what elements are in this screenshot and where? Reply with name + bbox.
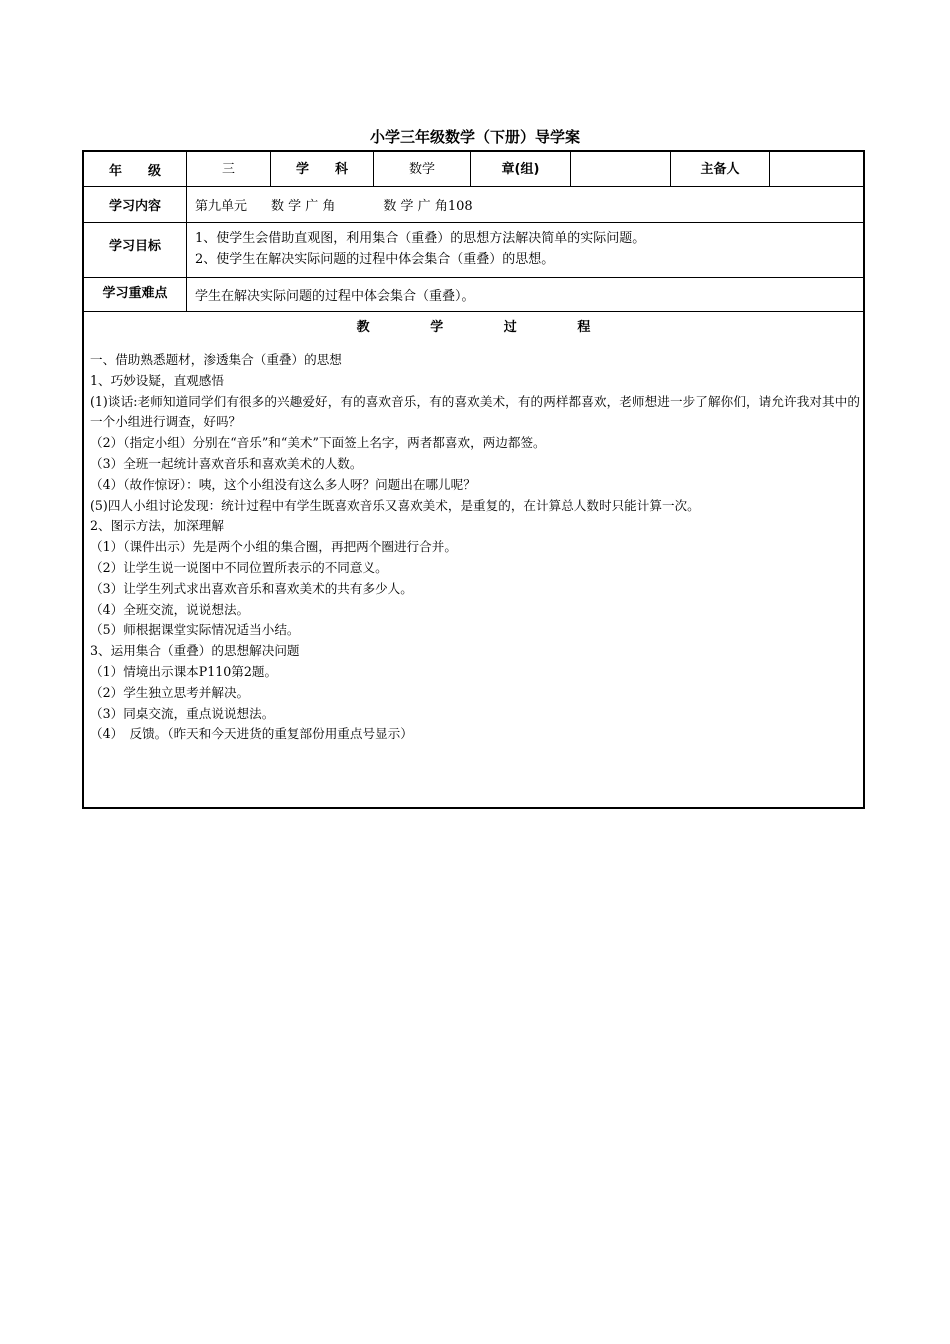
content-unit: 第九单元	[195, 199, 248, 214]
owner-value	[770, 152, 863, 186]
lesson-plan-table	[82, 150, 865, 809]
process-line: （2）（指定小组）分别在“音乐”和“美术”下面签上名字，两者都喜欢，两边都签。	[90, 435, 546, 451]
goal-line-1: 1、使学生会借助直观图，利用集合（重叠）的思想方法解决简单的实际问题。	[195, 231, 646, 246]
process-line: (1)谈话:老师知道同学们有很多的兴趣爱好，有的喜欢音乐，有的喜欢美术，有的两样都喜欢，老师想进一步了解你们，请允许我对其中的一个小组进行调查，好吗？	[90, 393, 860, 430]
content-value	[187, 187, 863, 222]
process-line: （3）同桌交流，重点说说想法。	[90, 705, 275, 721]
process-title-char: 过	[503, 320, 517, 335]
key-value: 学生在解决实际问题的过程中体会集合（重叠）。	[195, 289, 475, 304]
process-line: 一、借助熟悉题材，渗透集合（重叠）的思想	[90, 352, 342, 367]
key-row	[84, 278, 863, 312]
process-line: (5)四人小组讨论发现：统计过程中有学生既喜欢音乐又喜欢美术，是重复的，在计算总人数时只能计算一次。	[90, 497, 700, 513]
chapter-value	[571, 152, 671, 186]
process-line: （4） 反馈。（昨天和今天进货的重复部份用重点号显示）	[90, 726, 413, 742]
chapter-label: 章(组)	[471, 152, 571, 186]
grade-value: 三	[187, 152, 271, 186]
process-line: （4）（故作惊讶）：咦，这个小组没有这么多人呀？问题出在哪儿呢？	[90, 476, 476, 492]
process-line: 2、图示方法，加深理解	[90, 518, 224, 534]
owner-label: 主备人	[671, 152, 770, 186]
key-label: 学习重难点	[84, 278, 187, 311]
process-line: （1）情境出示课本P110第2题。	[90, 663, 278, 679]
content-row	[84, 187, 863, 223]
process-line: （3）让学生列式求出喜欢音乐和喜欢美术的共有多少人。	[90, 580, 413, 596]
process-line: （3）全班一起统计喜欢音乐和喜欢美术的人数。	[90, 455, 363, 471]
grade-label: 年 级	[84, 152, 187, 186]
process-line: （5）师根据课堂实际情况适当小结。	[90, 622, 300, 638]
process-line: （4）全班交流，说说想法。	[90, 601, 250, 617]
header-row	[84, 152, 863, 187]
process-line: （2）让学生说一说图中不同位置所表示的不同意义。	[90, 559, 388, 575]
content-page: 数 学 广 角108	[383, 199, 473, 214]
process-title-char: 教	[356, 320, 370, 335]
process-line: 3、运用集合（重叠）的思想解决问题	[90, 643, 300, 659]
process-title	[84, 316, 863, 335]
goal-line-2: 2、使学生在解决实际问题的过程中体会集合（重叠）的思想。	[195, 252, 555, 267]
process-line: （2）学生独立思考并解决。	[90, 684, 250, 700]
process-title-char: 学	[430, 320, 444, 335]
subject-value: 数学	[374, 152, 471, 186]
document-title: 小学三年级数学（下册）导学案	[369, 128, 580, 146]
process-body	[90, 350, 860, 745]
goal-row	[84, 223, 863, 278]
process-line: 1、巧妙设疑，直观感悟	[90, 372, 224, 388]
process-line: （1）（课件出示）先是两个小组的集合圈，再把两个圈进行合并。	[90, 539, 457, 555]
goal-value	[187, 223, 863, 277]
goal-label: 学习目标	[84, 223, 187, 277]
process-title-char: 程	[577, 320, 591, 335]
subject-label: 学 科	[271, 152, 374, 186]
content-label: 学习内容	[84, 187, 187, 222]
content-topic: 数 学 广 角	[271, 199, 336, 214]
